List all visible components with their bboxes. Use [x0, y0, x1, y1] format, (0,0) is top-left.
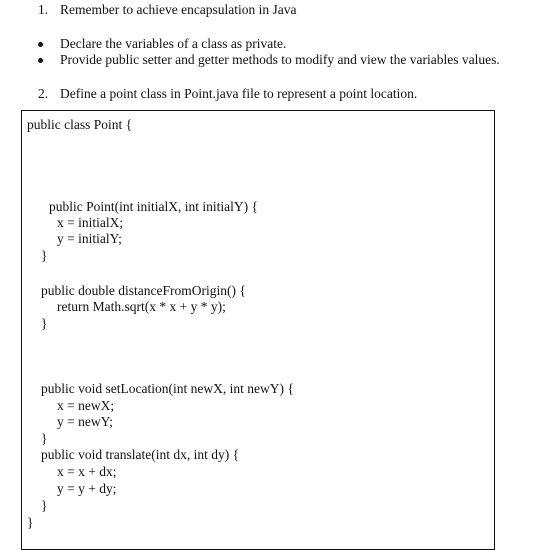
- bullet-dot-2: [38, 58, 43, 63]
- code-translate-assign-x: x = x + dx;: [57, 464, 117, 479]
- item-1-number: 1.: [38, 2, 49, 17]
- code-class-open: public class Point {: [27, 117, 133, 132]
- code-ctor-close: }: [41, 248, 48, 263]
- code-translate-close: }: [41, 498, 48, 513]
- item-2-text: Define a point class in Point.java file to represent a point location.: [60, 86, 418, 101]
- bullet-item-1: Declare the variables of a class as private.: [60, 36, 287, 51]
- item-2-number: 2.: [38, 86, 49, 101]
- bullet-dot-1: [38, 42, 43, 47]
- code-translate-assign-y: y = y + dy;: [57, 481, 117, 496]
- code-distance-return: return Math.sqrt(x * x + y * y);: [57, 299, 226, 314]
- code-ctor-assign-x: x = initialX;: [57, 215, 124, 230]
- code-setlocation-assign-x: x = newX;: [57, 398, 115, 413]
- code-setlocation-signature: public void setLocation(int newX, int newY) {: [41, 381, 294, 396]
- item-1-text: Remember to achieve encapsulation in Java: [60, 2, 297, 17]
- bullet-item-2: Provide public setter and getter methods to modify and view the variables values.: [60, 52, 500, 67]
- code-translate-signature: public void translate(int dx, int dy) {: [41, 447, 240, 462]
- code-distance-signature: public double distanceFromOrigin() {: [41, 283, 246, 298]
- code-distance-close: }: [41, 316, 48, 331]
- code-ctor-signature: public Point(int initialX, int initialY) {: [49, 199, 258, 214]
- code-setlocation-close: }: [41, 431, 48, 446]
- code-class-close: }: [27, 515, 34, 530]
- code-setlocation-assign-y: y = newY;: [57, 414, 113, 429]
- code-ctor-assign-y: y = initialY;: [57, 231, 122, 246]
